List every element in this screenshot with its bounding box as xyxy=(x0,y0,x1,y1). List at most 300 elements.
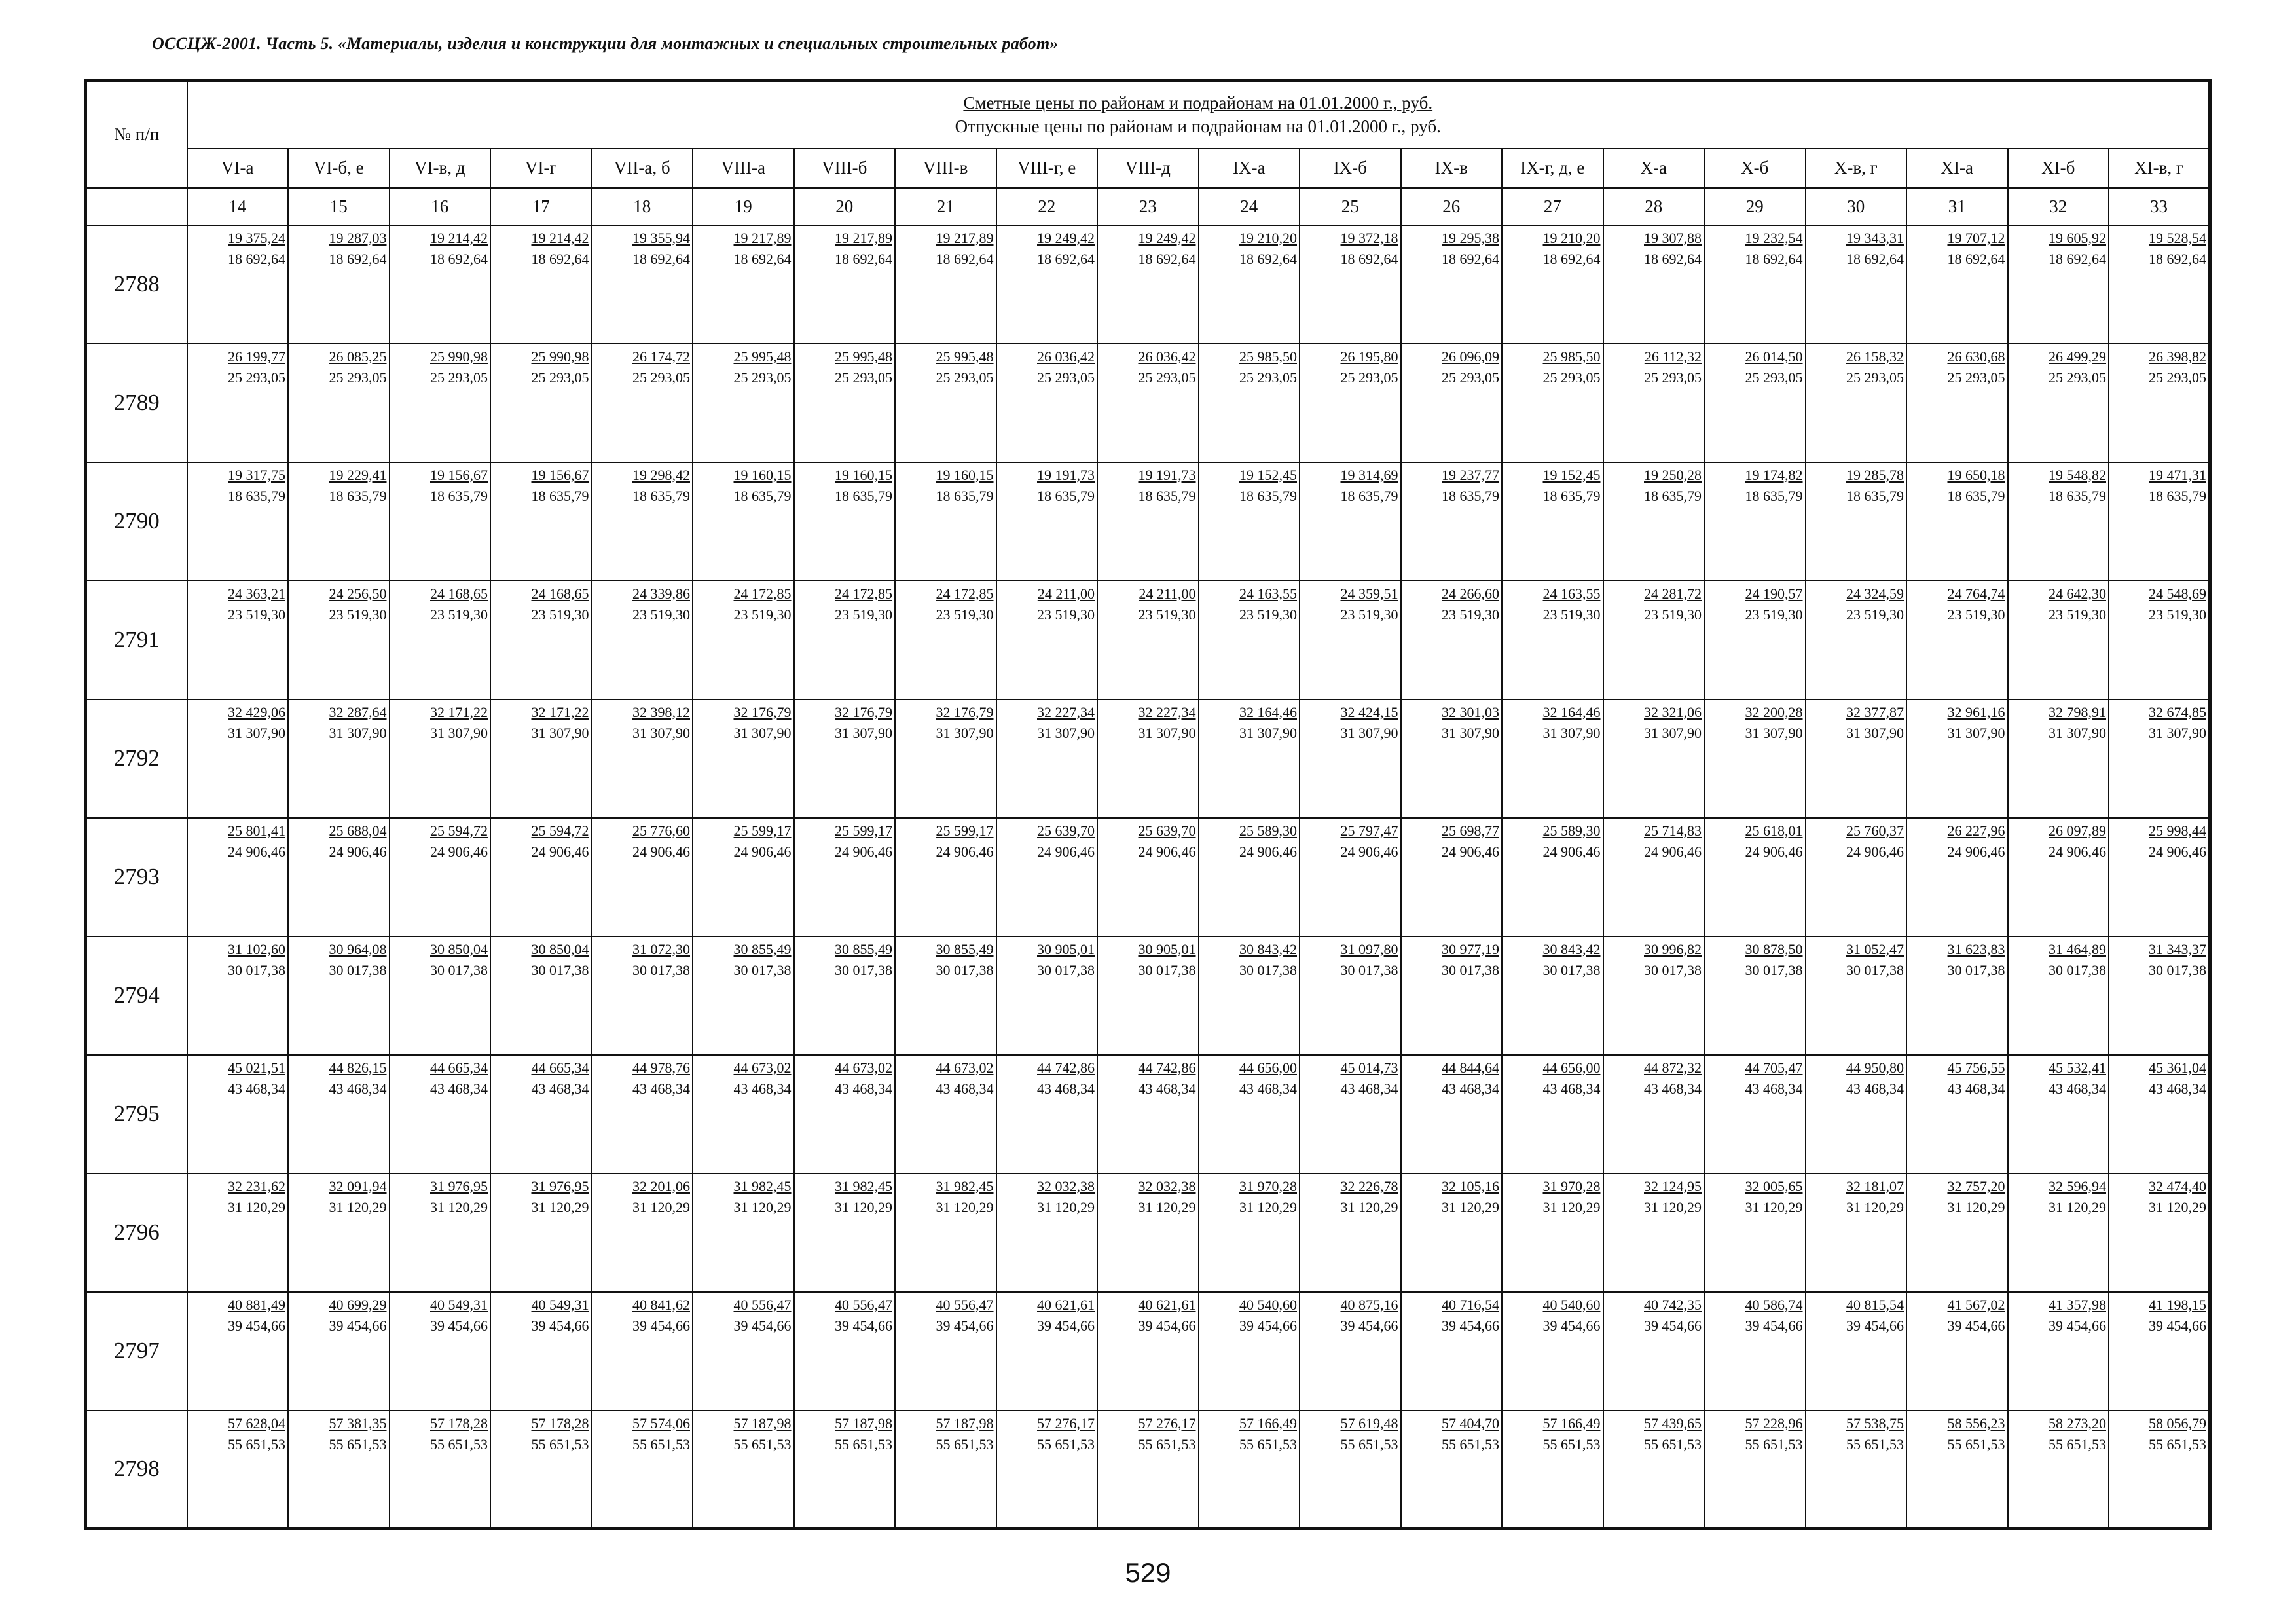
release-price: 31 120,29 xyxy=(228,1198,285,1215)
release-price: 24 906,46 xyxy=(2049,843,2106,860)
column-number: 30 xyxy=(1806,188,1907,225)
release-price: 43 468,34 xyxy=(1138,1080,1196,1097)
estimate-price: 30 850,04 xyxy=(430,940,488,957)
price-cell xyxy=(1097,1055,1199,1173)
release-price: 18 635,79 xyxy=(1644,487,1702,504)
price-cell xyxy=(1300,1055,1401,1173)
price-cell xyxy=(895,225,996,344)
price-cell xyxy=(1603,936,1705,1055)
table-row xyxy=(86,1173,2210,1292)
release-price: 23 519,30 xyxy=(430,606,488,623)
price-cell xyxy=(1502,936,1603,1055)
price-cell xyxy=(490,699,592,818)
price-cell xyxy=(895,1292,996,1411)
price-cell xyxy=(1502,225,1603,344)
price-cell xyxy=(1401,699,1503,818)
estimate-price: 57 404,70 xyxy=(1442,1414,1499,1431)
price-cell xyxy=(996,699,1098,818)
column-number: 19 xyxy=(693,188,794,225)
estimate-price: 26 085,25 xyxy=(329,348,387,365)
estimate-price: 32 181,07 xyxy=(1846,1177,1904,1194)
estimate-price: 19 375,24 xyxy=(228,229,285,246)
release-price: 18 692,64 xyxy=(430,250,488,267)
release-price: 43 468,34 xyxy=(632,1080,690,1097)
estimate-price: 26 398,82 xyxy=(2149,348,2206,365)
estimate-price: 44 705,47 xyxy=(1745,1059,1803,1076)
column-number: 22 xyxy=(996,188,1098,225)
estimate-price: 32 227,34 xyxy=(1138,703,1196,720)
estimate-price: 31 976,95 xyxy=(531,1177,589,1194)
release-price: 31 307,90 xyxy=(632,724,690,741)
estimate-price: 30 855,49 xyxy=(733,940,792,957)
release-price: 23 519,30 xyxy=(1947,606,2005,623)
estimate-price: 32 091,94 xyxy=(329,1177,387,1194)
price-cell xyxy=(1806,344,1907,462)
price-cell xyxy=(1906,462,2008,581)
release-price: 30 017,38 xyxy=(531,961,589,978)
price-cell xyxy=(1097,699,1199,818)
column-number: 27 xyxy=(1502,188,1603,225)
price-cell xyxy=(794,699,896,818)
release-price: 55 651,53 xyxy=(329,1435,387,1452)
estimate-price: 58 056,79 xyxy=(2149,1414,2206,1431)
price-cell xyxy=(1097,462,1199,581)
release-price: 39 454,66 xyxy=(531,1317,589,1334)
price-cell xyxy=(1806,818,1907,936)
estimate-price: 31 976,95 xyxy=(430,1177,488,1194)
title-release: Отпускные цены по районам и подрайонам на 01.01.2000 г., руб. xyxy=(955,117,1441,137)
estimate-price: 25 589,30 xyxy=(1239,822,1297,839)
row-number: 2798 xyxy=(86,1411,187,1529)
estimate-price: 40 540,60 xyxy=(1239,1296,1297,1313)
price-cell xyxy=(1199,818,1300,936)
release-price: 23 519,30 xyxy=(835,606,892,623)
estimate-price: 25 985,50 xyxy=(1542,348,1601,365)
release-price: 30 017,38 xyxy=(2049,961,2106,978)
price-cell xyxy=(693,1292,794,1411)
release-price: 30 017,38 xyxy=(632,961,690,978)
release-price: 18 635,79 xyxy=(1846,487,1904,504)
price-cell xyxy=(187,581,289,699)
estimate-price: 45 014,73 xyxy=(1340,1059,1398,1076)
estimate-price: 19 214,42 xyxy=(430,229,488,246)
estimate-price: 30 905,01 xyxy=(1138,940,1196,957)
release-price: 25 293,05 xyxy=(733,369,792,386)
estimate-price: 30 878,50 xyxy=(1745,940,1803,957)
release-price: 24 906,46 xyxy=(430,843,488,860)
price-cell xyxy=(1401,936,1503,1055)
price-cell xyxy=(996,1411,1098,1529)
estimate-price: 24 764,74 xyxy=(1947,585,2005,602)
release-price: 30 017,38 xyxy=(2149,961,2206,978)
column-number: 32 xyxy=(2008,188,2109,225)
price-cell xyxy=(1300,225,1401,344)
release-price: 39 454,66 xyxy=(1442,1317,1499,1334)
price-cell xyxy=(1603,1055,1705,1173)
price-cell xyxy=(1502,1055,1603,1173)
price-cell xyxy=(1806,699,1907,818)
estimate-price: 19 160,15 xyxy=(835,466,892,483)
estimate-price: 32 301,03 xyxy=(1442,703,1499,720)
estimate-price: 25 589,30 xyxy=(1542,822,1601,839)
price-cell xyxy=(2008,1411,2109,1529)
estimate-price: 19 343,31 xyxy=(1846,229,1904,246)
release-price: 23 519,30 xyxy=(1239,606,1297,623)
price-cell xyxy=(2008,1055,2109,1173)
release-price: 31 120,29 xyxy=(936,1198,994,1215)
price-cell xyxy=(794,818,896,936)
region-header: XI-б xyxy=(2008,149,2109,188)
price-cell xyxy=(390,1292,491,1411)
price-cell xyxy=(1300,581,1401,699)
release-price: 30 017,38 xyxy=(1644,961,1702,978)
price-cell xyxy=(1806,1411,1907,1529)
price-cell xyxy=(1704,225,1806,344)
estimate-price: 40 699,29 xyxy=(329,1296,387,1313)
estimate-price: 40 549,31 xyxy=(531,1296,589,1313)
release-price: 31 307,90 xyxy=(1846,724,1904,741)
price-cell xyxy=(592,1411,693,1529)
estimate-price: 32 200,28 xyxy=(1745,703,1803,720)
release-price: 31 120,29 xyxy=(1037,1198,1095,1215)
price-cell xyxy=(1704,344,1806,462)
release-price: 18 692,64 xyxy=(1340,250,1398,267)
estimate-price: 57 187,98 xyxy=(733,1414,792,1431)
price-cell xyxy=(693,1055,794,1173)
estimate-price: 32 231,62 xyxy=(228,1177,285,1194)
release-price: 23 519,30 xyxy=(632,606,690,623)
price-cell xyxy=(1603,1173,1705,1292)
estimate-price: 32 176,79 xyxy=(835,703,892,720)
release-price: 23 519,30 xyxy=(1745,606,1803,623)
release-price: 39 454,66 xyxy=(936,1317,994,1334)
estimate-price: 19 174,82 xyxy=(1745,466,1803,483)
price-cell xyxy=(187,699,289,818)
estimate-price: 57 166,49 xyxy=(1542,1414,1601,1431)
price-cell xyxy=(288,1292,390,1411)
estimate-price: 45 756,55 xyxy=(1947,1059,2005,1076)
release-price: 23 519,30 xyxy=(2049,606,2106,623)
price-cell xyxy=(592,344,693,462)
release-price: 23 519,30 xyxy=(1138,606,1196,623)
release-price: 24 906,46 xyxy=(1340,843,1398,860)
price-cell xyxy=(1300,936,1401,1055)
price-cell xyxy=(1199,699,1300,818)
estimate-price: 31 102,60 xyxy=(228,940,285,957)
estimate-price: 26 195,80 xyxy=(1340,348,1398,365)
column-number: 21 xyxy=(895,188,996,225)
table-row xyxy=(86,699,2210,818)
table-row xyxy=(86,1292,2210,1411)
region-header: X-б xyxy=(1704,149,1806,188)
release-price: 43 468,34 xyxy=(835,1080,892,1097)
row-number: 2796 xyxy=(86,1173,187,1292)
release-price: 55 651,53 xyxy=(2049,1435,2106,1452)
row-number: 2793 xyxy=(86,818,187,936)
price-cell xyxy=(1603,225,1705,344)
table-row xyxy=(86,225,2210,344)
release-price: 18 635,79 xyxy=(1037,487,1095,504)
estimate-price: 19 548,82 xyxy=(2049,466,2106,483)
estimate-price: 24 281,72 xyxy=(1644,585,1702,602)
price-cell xyxy=(288,225,390,344)
release-price: 39 454,66 xyxy=(1644,1317,1702,1334)
price-cell xyxy=(895,581,996,699)
estimate-price: 32 798,91 xyxy=(2049,703,2106,720)
region-header: XI-в, г xyxy=(2109,149,2210,188)
estimate-price: 19 229,41 xyxy=(329,466,387,483)
price-cell xyxy=(1502,818,1603,936)
region-header: VIII-а xyxy=(693,149,794,188)
estimate-price: 19 152,45 xyxy=(1542,466,1601,483)
price-cell xyxy=(592,462,693,581)
estimate-price: 25 797,47 xyxy=(1340,822,1398,839)
release-price: 31 307,90 xyxy=(1037,724,1095,741)
region-header: VII-а, б xyxy=(592,149,693,188)
estimate-price: 41 357,98 xyxy=(2049,1296,2106,1313)
release-price: 39 454,66 xyxy=(1037,1317,1095,1334)
region-header: VI-а xyxy=(187,149,289,188)
price-cell xyxy=(1906,344,2008,462)
release-price: 55 651,53 xyxy=(936,1435,994,1452)
release-price: 25 293,05 xyxy=(329,369,387,386)
estimate-price: 25 599,17 xyxy=(733,822,792,839)
estimate-price: 40 841,62 xyxy=(632,1296,690,1313)
release-price: 25 293,05 xyxy=(1340,369,1398,386)
estimate-price: 24 172,85 xyxy=(733,585,792,602)
estimate-price: 19 285,78 xyxy=(1846,466,1904,483)
release-price: 23 519,30 xyxy=(733,606,792,623)
estimate-price: 32 124,95 xyxy=(1644,1177,1702,1194)
release-price: 30 017,38 xyxy=(1745,961,1803,978)
estimate-price: 58 273,20 xyxy=(2049,1414,2106,1431)
estimate-price: 45 021,51 xyxy=(228,1059,285,1076)
price-cell xyxy=(1502,462,1603,581)
release-price: 18 692,64 xyxy=(228,250,285,267)
price-cell xyxy=(1906,1292,2008,1411)
estimate-price: 32 474,40 xyxy=(2149,1177,2206,1194)
price-cell xyxy=(1603,581,1705,699)
estimate-price: 19 372,18 xyxy=(1340,229,1398,246)
price-cell xyxy=(693,818,794,936)
estimate-price: 44 665,34 xyxy=(430,1059,488,1076)
release-price: 25 293,05 xyxy=(632,369,690,386)
estimate-price: 32 227,34 xyxy=(1037,703,1095,720)
column-number: 31 xyxy=(1906,188,2008,225)
estimate-price: 24 548,69 xyxy=(2149,585,2206,602)
release-price: 55 651,53 xyxy=(1846,1435,1904,1452)
release-price: 24 906,46 xyxy=(733,843,792,860)
release-price: 18 692,64 xyxy=(329,250,387,267)
estimate-price: 57 574,06 xyxy=(632,1414,690,1431)
price-cell xyxy=(794,581,896,699)
release-price: 18 692,64 xyxy=(632,250,690,267)
price-cell xyxy=(1401,818,1503,936)
release-price: 24 906,46 xyxy=(936,843,994,860)
price-cell xyxy=(1906,581,2008,699)
price-cell xyxy=(1806,581,1907,699)
estimate-price: 19 307,88 xyxy=(1644,229,1702,246)
price-cell xyxy=(2109,1055,2210,1173)
estimate-price: 19 528,54 xyxy=(2149,229,2206,246)
price-cell xyxy=(187,936,289,1055)
release-price: 31 307,90 xyxy=(835,724,892,741)
release-price: 18 635,79 xyxy=(2049,487,2106,504)
price-cell xyxy=(1603,818,1705,936)
estimate-price: 57 619,48 xyxy=(1340,1414,1398,1431)
estimate-price: 19 249,42 xyxy=(1138,229,1196,246)
price-cell xyxy=(1199,581,1300,699)
price-cell xyxy=(288,462,390,581)
estimate-price: 44 665,34 xyxy=(531,1059,589,1076)
price-cell xyxy=(1806,462,1907,581)
estimate-price: 19 295,38 xyxy=(1442,229,1499,246)
price-cell xyxy=(187,818,289,936)
release-price: 30 017,38 xyxy=(835,961,892,978)
release-price: 31 120,29 xyxy=(835,1198,892,1215)
price-table xyxy=(84,79,2212,1530)
price-cell xyxy=(2008,344,2109,462)
estimate-price: 25 688,04 xyxy=(329,822,387,839)
price-cell xyxy=(187,1411,289,1529)
estimate-price: 31 072,30 xyxy=(632,940,690,957)
price-cell xyxy=(1704,1173,1806,1292)
estimate-price: 57 439,65 xyxy=(1644,1414,1702,1431)
column-number-blank xyxy=(86,188,187,225)
estimate-price: 19 317,75 xyxy=(228,466,285,483)
release-price: 23 519,30 xyxy=(1442,606,1499,623)
price-cell xyxy=(1806,1055,1907,1173)
estimate-price: 32 321,06 xyxy=(1644,703,1702,720)
table-row xyxy=(86,818,2210,936)
release-price: 55 651,53 xyxy=(2149,1435,2206,1452)
region-header: VI-г xyxy=(490,149,592,188)
estimate-price: 31 982,45 xyxy=(936,1177,994,1194)
estimate-price: 25 599,17 xyxy=(936,822,994,839)
estimate-price: 25 594,72 xyxy=(531,822,589,839)
estimate-price: 32 429,06 xyxy=(228,703,285,720)
release-price: 25 293,05 xyxy=(1239,369,1297,386)
estimate-price: 32 164,46 xyxy=(1239,703,1297,720)
column-number: 24 xyxy=(1199,188,1300,225)
price-cell xyxy=(288,936,390,1055)
release-price: 18 635,79 xyxy=(531,487,589,504)
release-price: 30 017,38 xyxy=(733,961,792,978)
price-cell xyxy=(390,936,491,1055)
price-cell xyxy=(1704,1292,1806,1411)
row-number: 2791 xyxy=(86,581,187,699)
estimate-price: 40 716,54 xyxy=(1442,1296,1499,1313)
release-price: 24 906,46 xyxy=(1947,843,2005,860)
region-header: IX-а xyxy=(1199,149,1300,188)
region-header: IX-б xyxy=(1300,149,1401,188)
release-price: 43 468,34 xyxy=(2049,1080,2106,1097)
price-cell xyxy=(490,1411,592,1529)
price-cell xyxy=(1401,581,1503,699)
release-price: 31 307,90 xyxy=(1138,724,1196,741)
release-price: 24 906,46 xyxy=(835,843,892,860)
estimate-price: 24 168,65 xyxy=(430,585,488,602)
price-cell xyxy=(592,936,693,1055)
estimate-price: 30 996,82 xyxy=(1644,940,1702,957)
estimate-price: 32 176,79 xyxy=(936,703,994,720)
estimate-price: 40 556,47 xyxy=(733,1296,792,1313)
price-cell xyxy=(1502,344,1603,462)
price-cell xyxy=(2008,581,2109,699)
price-cell xyxy=(693,344,794,462)
estimate-price: 24 211,00 xyxy=(1139,585,1196,602)
row-number: 2789 xyxy=(86,344,187,462)
price-cell xyxy=(996,1173,1098,1292)
price-cell xyxy=(794,1055,896,1173)
release-price: 55 651,53 xyxy=(1644,1435,1702,1452)
region-header: X-а xyxy=(1603,149,1705,188)
estimate-price: 44 656,00 xyxy=(1542,1059,1601,1076)
estimate-price: 40 556,47 xyxy=(936,1296,994,1313)
estimate-price: 19 191,73 xyxy=(1138,466,1196,483)
release-price: 30 017,38 xyxy=(1239,961,1297,978)
estimate-price: 30 977,19 xyxy=(1442,940,1499,957)
price-cell xyxy=(794,344,896,462)
estimate-price: 30 964,08 xyxy=(329,940,387,957)
estimate-price: 32 171,22 xyxy=(430,703,488,720)
estimate-price: 19 214,42 xyxy=(531,229,589,246)
release-price: 18 635,79 xyxy=(430,487,488,504)
column-number: 18 xyxy=(592,188,693,225)
estimate-price: 44 673,02 xyxy=(733,1059,792,1076)
price-cell xyxy=(1704,936,1806,1055)
release-price: 30 017,38 xyxy=(1846,961,1904,978)
price-cell xyxy=(794,1411,896,1529)
release-price: 30 017,38 xyxy=(1442,961,1499,978)
release-price: 24 906,46 xyxy=(1239,843,1297,860)
price-cell xyxy=(1806,225,1907,344)
estimate-price: 25 998,44 xyxy=(2149,822,2206,839)
price-cell xyxy=(996,936,1098,1055)
release-price: 18 692,64 xyxy=(936,250,994,267)
price-cell xyxy=(2008,1173,2109,1292)
price-cell xyxy=(1199,1411,1300,1529)
release-price: 55 651,53 xyxy=(1745,1435,1803,1452)
price-cell xyxy=(490,936,592,1055)
release-price: 23 519,30 xyxy=(329,606,387,623)
estimate-price: 25 618,01 xyxy=(1745,822,1803,839)
column-number: 33 xyxy=(2109,188,2210,225)
release-price: 31 307,90 xyxy=(936,724,994,741)
price-cell xyxy=(996,818,1098,936)
release-price: 39 454,66 xyxy=(632,1317,690,1334)
estimate-price: 31 343,37 xyxy=(2149,940,2206,957)
release-price: 30 017,38 xyxy=(1037,961,1095,978)
price-cell xyxy=(2109,225,2210,344)
release-price: 24 906,46 xyxy=(329,843,387,860)
column-number: 28 xyxy=(1603,188,1705,225)
estimate-price: 58 556,23 xyxy=(1947,1414,2005,1431)
release-price: 25 293,05 xyxy=(228,369,285,386)
estimate-price: 19 217,89 xyxy=(733,229,792,246)
release-price: 23 519,30 xyxy=(531,606,589,623)
estimate-price: 40 556,47 xyxy=(835,1296,892,1313)
price-cell xyxy=(390,1411,491,1529)
release-price: 31 120,29 xyxy=(1138,1198,1196,1215)
estimate-price: 41 567,02 xyxy=(1947,1296,2005,1313)
release-price: 23 519,30 xyxy=(1644,606,1702,623)
price-cell xyxy=(2008,462,2109,581)
price-cell xyxy=(1300,699,1401,818)
release-price: 39 454,66 xyxy=(430,1317,488,1334)
price-cell xyxy=(592,818,693,936)
region-header: VIII-в xyxy=(895,149,996,188)
